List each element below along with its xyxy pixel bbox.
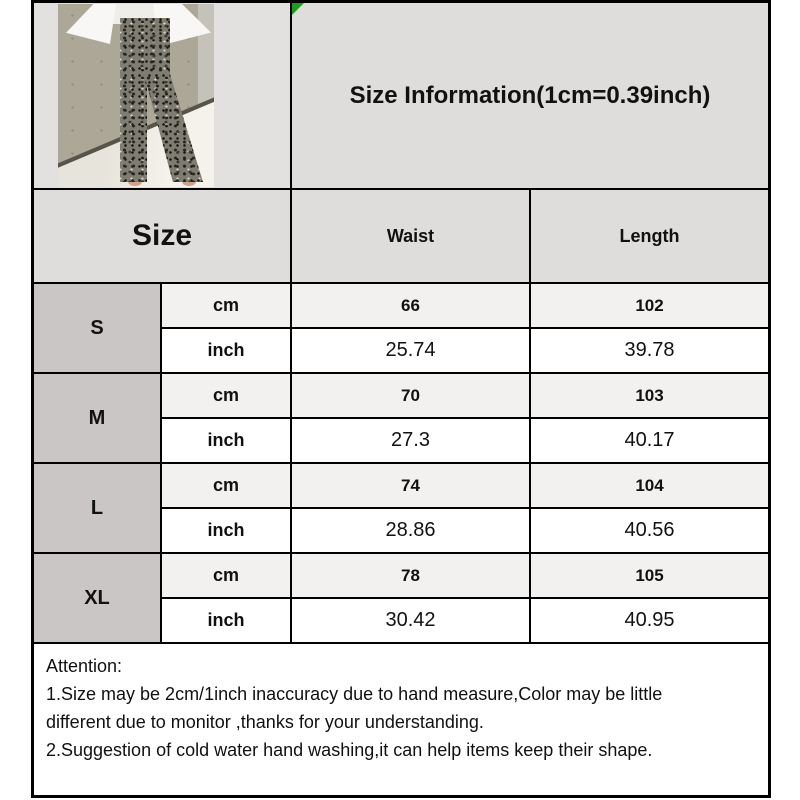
size-label-s: S bbox=[34, 284, 160, 372]
unit-label-inch: inch bbox=[162, 329, 290, 372]
value-xl-waist-cm: 78 bbox=[292, 554, 529, 597]
page-title: Size Information(1cm=0.39inch) bbox=[349, 81, 711, 109]
unit-label-cm: cm bbox=[162, 554, 290, 597]
value-m-length-inch: 40.17 bbox=[531, 419, 768, 462]
value-l-length-cm: 104 bbox=[531, 464, 768, 507]
value-s-length-inch: 39.78 bbox=[531, 329, 768, 372]
size-label-m: M bbox=[34, 374, 160, 462]
value-s-waist-cm: 66 bbox=[292, 284, 529, 327]
waist-column-header: Waist bbox=[292, 190, 529, 282]
value-s-length-cm: 102 bbox=[531, 284, 768, 327]
value-s-waist-inch: 25.74 bbox=[292, 329, 529, 372]
unit-label-cm: cm bbox=[162, 284, 290, 327]
title-cell bbox=[292, 3, 768, 188]
product-photo-cell bbox=[34, 3, 290, 188]
product-photo bbox=[58, 4, 214, 187]
attention-line-2: different due to monitor ,thanks for your understanding. bbox=[46, 712, 484, 732]
value-m-length-cm: 103 bbox=[531, 374, 768, 417]
size-column-header: Size bbox=[34, 190, 290, 282]
leopard-pants-hips bbox=[120, 18, 170, 79]
value-l-waist-cm: 74 bbox=[292, 464, 529, 507]
leopard-pants-left-leg bbox=[120, 74, 147, 182]
value-l-length-inch: 40.56 bbox=[531, 509, 768, 552]
unit-label-cm: cm bbox=[162, 464, 290, 507]
value-m-waist-cm: 70 bbox=[292, 374, 529, 417]
length-column-header: Length bbox=[531, 190, 768, 282]
corner-marker-icon bbox=[292, 3, 304, 15]
unit-label-cm: cm bbox=[162, 374, 290, 417]
attention-box bbox=[34, 644, 768, 795]
value-xl-length-inch: 40.95 bbox=[531, 599, 768, 642]
attention-line-3: 2.Suggestion of cold water hand washing,it can help items keep their shape. bbox=[46, 740, 653, 760]
attention-line-1: 1.Size may be 2cm/1inch inaccuracy due to hand measure,Color may be little bbox=[46, 684, 663, 704]
value-l-waist-inch: 28.86 bbox=[292, 509, 529, 552]
value-xl-waist-inch: 30.42 bbox=[292, 599, 529, 642]
value-m-waist-inch: 27.3 bbox=[292, 419, 529, 462]
unit-label-inch: inch bbox=[162, 419, 290, 462]
attention-heading: Attention: bbox=[46, 656, 123, 676]
value-xl-length-cm: 105 bbox=[531, 554, 768, 597]
size-label-l: L bbox=[34, 464, 160, 552]
unit-label-inch: inch bbox=[162, 599, 290, 642]
size-table bbox=[31, 0, 771, 798]
size-label-xl: XL bbox=[34, 554, 160, 642]
unit-label-inch: inch bbox=[162, 509, 290, 552]
